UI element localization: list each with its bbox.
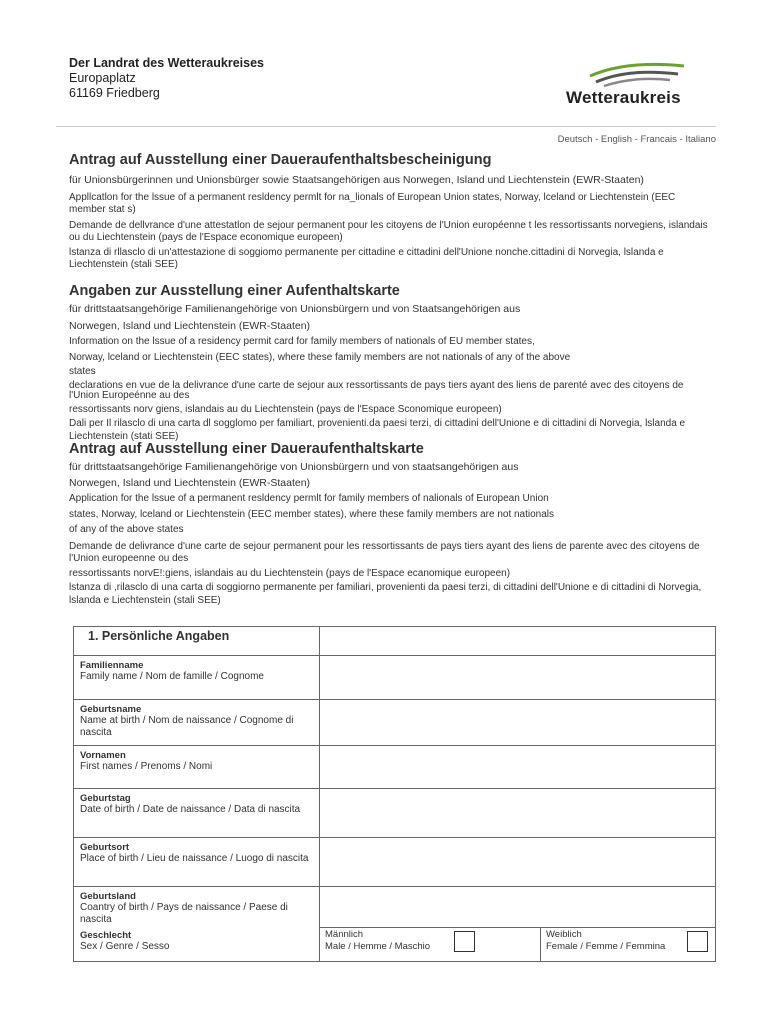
- sex-option-female: [541, 927, 715, 961]
- sender-address: [69, 56, 264, 101]
- text-en-3: states: [69, 366, 96, 377]
- first-names-input[interactable]: [320, 746, 715, 788]
- text-en-3: of any of the above states: [69, 524, 184, 535]
- field-label-de: Familienname: [80, 660, 144, 671]
- section-title: Antrag auf Ausstellung einer Daueraufenthaltsbescheinigung: [69, 152, 492, 168]
- text-fr-1: declarations en vue de la delivrance d'une carte de sejour aux ressortissants de pays tiers ayant des liens de parenté avec des citoyens de l'Union Europeénne au des: [69, 379, 684, 401]
- text-de-2: Norwegen, Island und Liechtenstein (EWR-Staaten): [69, 476, 311, 489]
- section-title: Antrag auf Ausstellung einer Daueraufenthaltskarte: [69, 441, 424, 457]
- form-heading-row: [73, 626, 716, 656]
- text-en-2: Norway, lceland or Liechtenstein (EEC states), where these family members are not nationals of any of the above: [69, 351, 571, 363]
- field-label-trans: Family name / Nom de famille / Cognome: [80, 671, 264, 682]
- field-label-de: Geburtstag: [80, 793, 131, 804]
- text-fr-2: ressortissants norvE!:giens, islandais au du Liechtenstein (pays de l'Espace ecanomique europeen): [69, 567, 511, 579]
- field-label-cell: [74, 887, 320, 961]
- text-fr-2: ressortissants norv giens, islandais au du Liechtenstein (pays de l'Espace Sconomique europeen): [69, 403, 502, 415]
- text-de: für Unionsbürgerinnen und Unionsbürger sowie Staatsangehörigen aus Norwegen, Island und Liechtenstein (EWR-Staaten): [69, 174, 644, 186]
- field-label-cell: [74, 700, 320, 745]
- male-label-de: Männlich: [325, 929, 364, 940]
- female-checkbox[interactable]: [687, 931, 708, 952]
- section-permanent-residence-card: [69, 441, 709, 607]
- text-de-1: für drittstaatsangehörige Familienangehörige von Unionsbürgern und von Staatsangehörigen aus: [69, 303, 521, 315]
- sex-label-trans: Sex / Genre / Sesso: [80, 941, 170, 952]
- text-it: lstanza di ,rilasclo di una carta di soggiorno permanente per familiari, provenienti da paesi terzi, di cittadini dell'Unione e di cittadini di Norvegia, lslanda e Liechtenstein (stali SEE): [69, 582, 702, 606]
- female-label-trans: Female / Femme / Femmina: [546, 941, 666, 952]
- form-row-country-and-sex: [73, 886, 716, 962]
- field-label-trans: Date of birth / Date de naissance / Data di nascita: [80, 804, 301, 815]
- section-permanent-certificate: [69, 152, 709, 272]
- form-row-family-name: [73, 655, 716, 700]
- field-label-cell: [74, 746, 320, 788]
- field-label-de: Vornamen: [80, 750, 126, 761]
- field-label-trans: Name at birth / Nom de naissance / Cognome di nascita: [80, 715, 294, 738]
- section-title: Angaben zur Ausstellung einer Aufenthaltskarte: [69, 283, 400, 299]
- form-row-first-names: [73, 745, 716, 789]
- text-it: Dali per Il rilasclo di una carta dl sogglomo per familiart, provenienti.da paesi terzi, di cittadini dell'Unione e di cittadini di Norvegia, lslanda e Liechtenstein (stati SEE): [69, 418, 686, 442]
- field-label-de: Geburtsland: [80, 891, 136, 902]
- field-label-cell: [74, 789, 320, 837]
- section-residence-card: [69, 283, 709, 443]
- female-label-de: Weiblich: [546, 929, 582, 940]
- birth-name-input[interactable]: [320, 700, 715, 745]
- header-divider: [56, 126, 716, 127]
- form-heading: 1. Persönliche Angaben: [88, 629, 230, 643]
- address-street: Europaplatz: [69, 71, 136, 85]
- field-label-trans: Coantry of birth / Pays de naissance / Paese di nascita: [80, 902, 288, 925]
- date-of-birth-input[interactable]: [320, 789, 715, 837]
- text-en-1: Application for the lssue of a permanent resldency permlt for family members of nalionals of European Union: [69, 493, 549, 504]
- sex-options: [320, 927, 715, 961]
- authority-name: Der Landrat des Wetteraukreises: [69, 56, 264, 70]
- sex-option-male: [320, 927, 541, 961]
- text-fr: Demande de dellvrance d'une attestatlon de sejour permanent pour les citoyens de l'Union européenne t les ressortissants norvegiens, islandais ou du Liechtenstein (pays de l'Espace economique europeen): [69, 219, 708, 243]
- text-en-2: states, Norway, lceland or Liechtenstein (EEC member states), where these family members are not nationals: [69, 508, 555, 520]
- field-label-cell: [74, 656, 320, 699]
- form-heading-cell: [74, 627, 320, 655]
- field-label-cell: [74, 838, 320, 886]
- text-it: lstanza di rllasclo di un'attestazione di soggiomo permanente per cittadine e cittadini dell'Unione nonche.cittadini di Norvegia, lslanda e Liechtenstein (stali SEE): [69, 246, 664, 270]
- field-label-de: Geburtsort: [80, 842, 130, 853]
- form-row-place-of-birth: [73, 837, 716, 887]
- country-of-birth-input[interactable]: [320, 887, 715, 928]
- text-en-1: Information on the lssue of a residency permit card for family members of nationals of EU member states,: [69, 336, 535, 347]
- address-city: 61169 Friedberg: [69, 86, 160, 100]
- text-de-1: für drittstaatsangehörige Familienangehörige von Unionsbürgern und von staatsangehörigen aus: [69, 461, 519, 473]
- field-label-trans: First names / Prenoms / Nomi: [80, 761, 213, 772]
- form-row-birth-name: [73, 699, 716, 746]
- male-checkbox[interactable]: [454, 931, 475, 952]
- place-of-birth-input[interactable]: [320, 838, 715, 886]
- form-row-date-of-birth: [73, 788, 716, 838]
- male-label-trans: Male / Hemme / Maschio: [325, 941, 431, 952]
- text-fr-1: Demande de delivrance d'une carte de sejour permanent pour les ressortissants de pays tiers ayant des liens de parente avec des citoyens de l'Union europeenne ou des: [69, 540, 700, 564]
- field-label-trans: Place of birth / Lieu de naissance / Luogo di nascita: [80, 853, 309, 864]
- text-de-2: Norwegen, Island und Liechtenstein (EWR-Staaten): [69, 319, 311, 332]
- logo-text: Wetteraukreis: [566, 88, 681, 107]
- field-label-de: Geburtsname: [80, 704, 142, 715]
- text-en: Appllcatlon for the lssue of a permanent resldency permlt for na_lionals of European Union states, Norway, lceland or Liechtenstein (EEC member stat s): [69, 191, 676, 215]
- language-links[interactable]: Deutsch - English - Francais - Italiano: [557, 134, 716, 145]
- family-name-input[interactable]: [320, 656, 715, 699]
- sex-label-de: Geschlecht: [80, 930, 132, 941]
